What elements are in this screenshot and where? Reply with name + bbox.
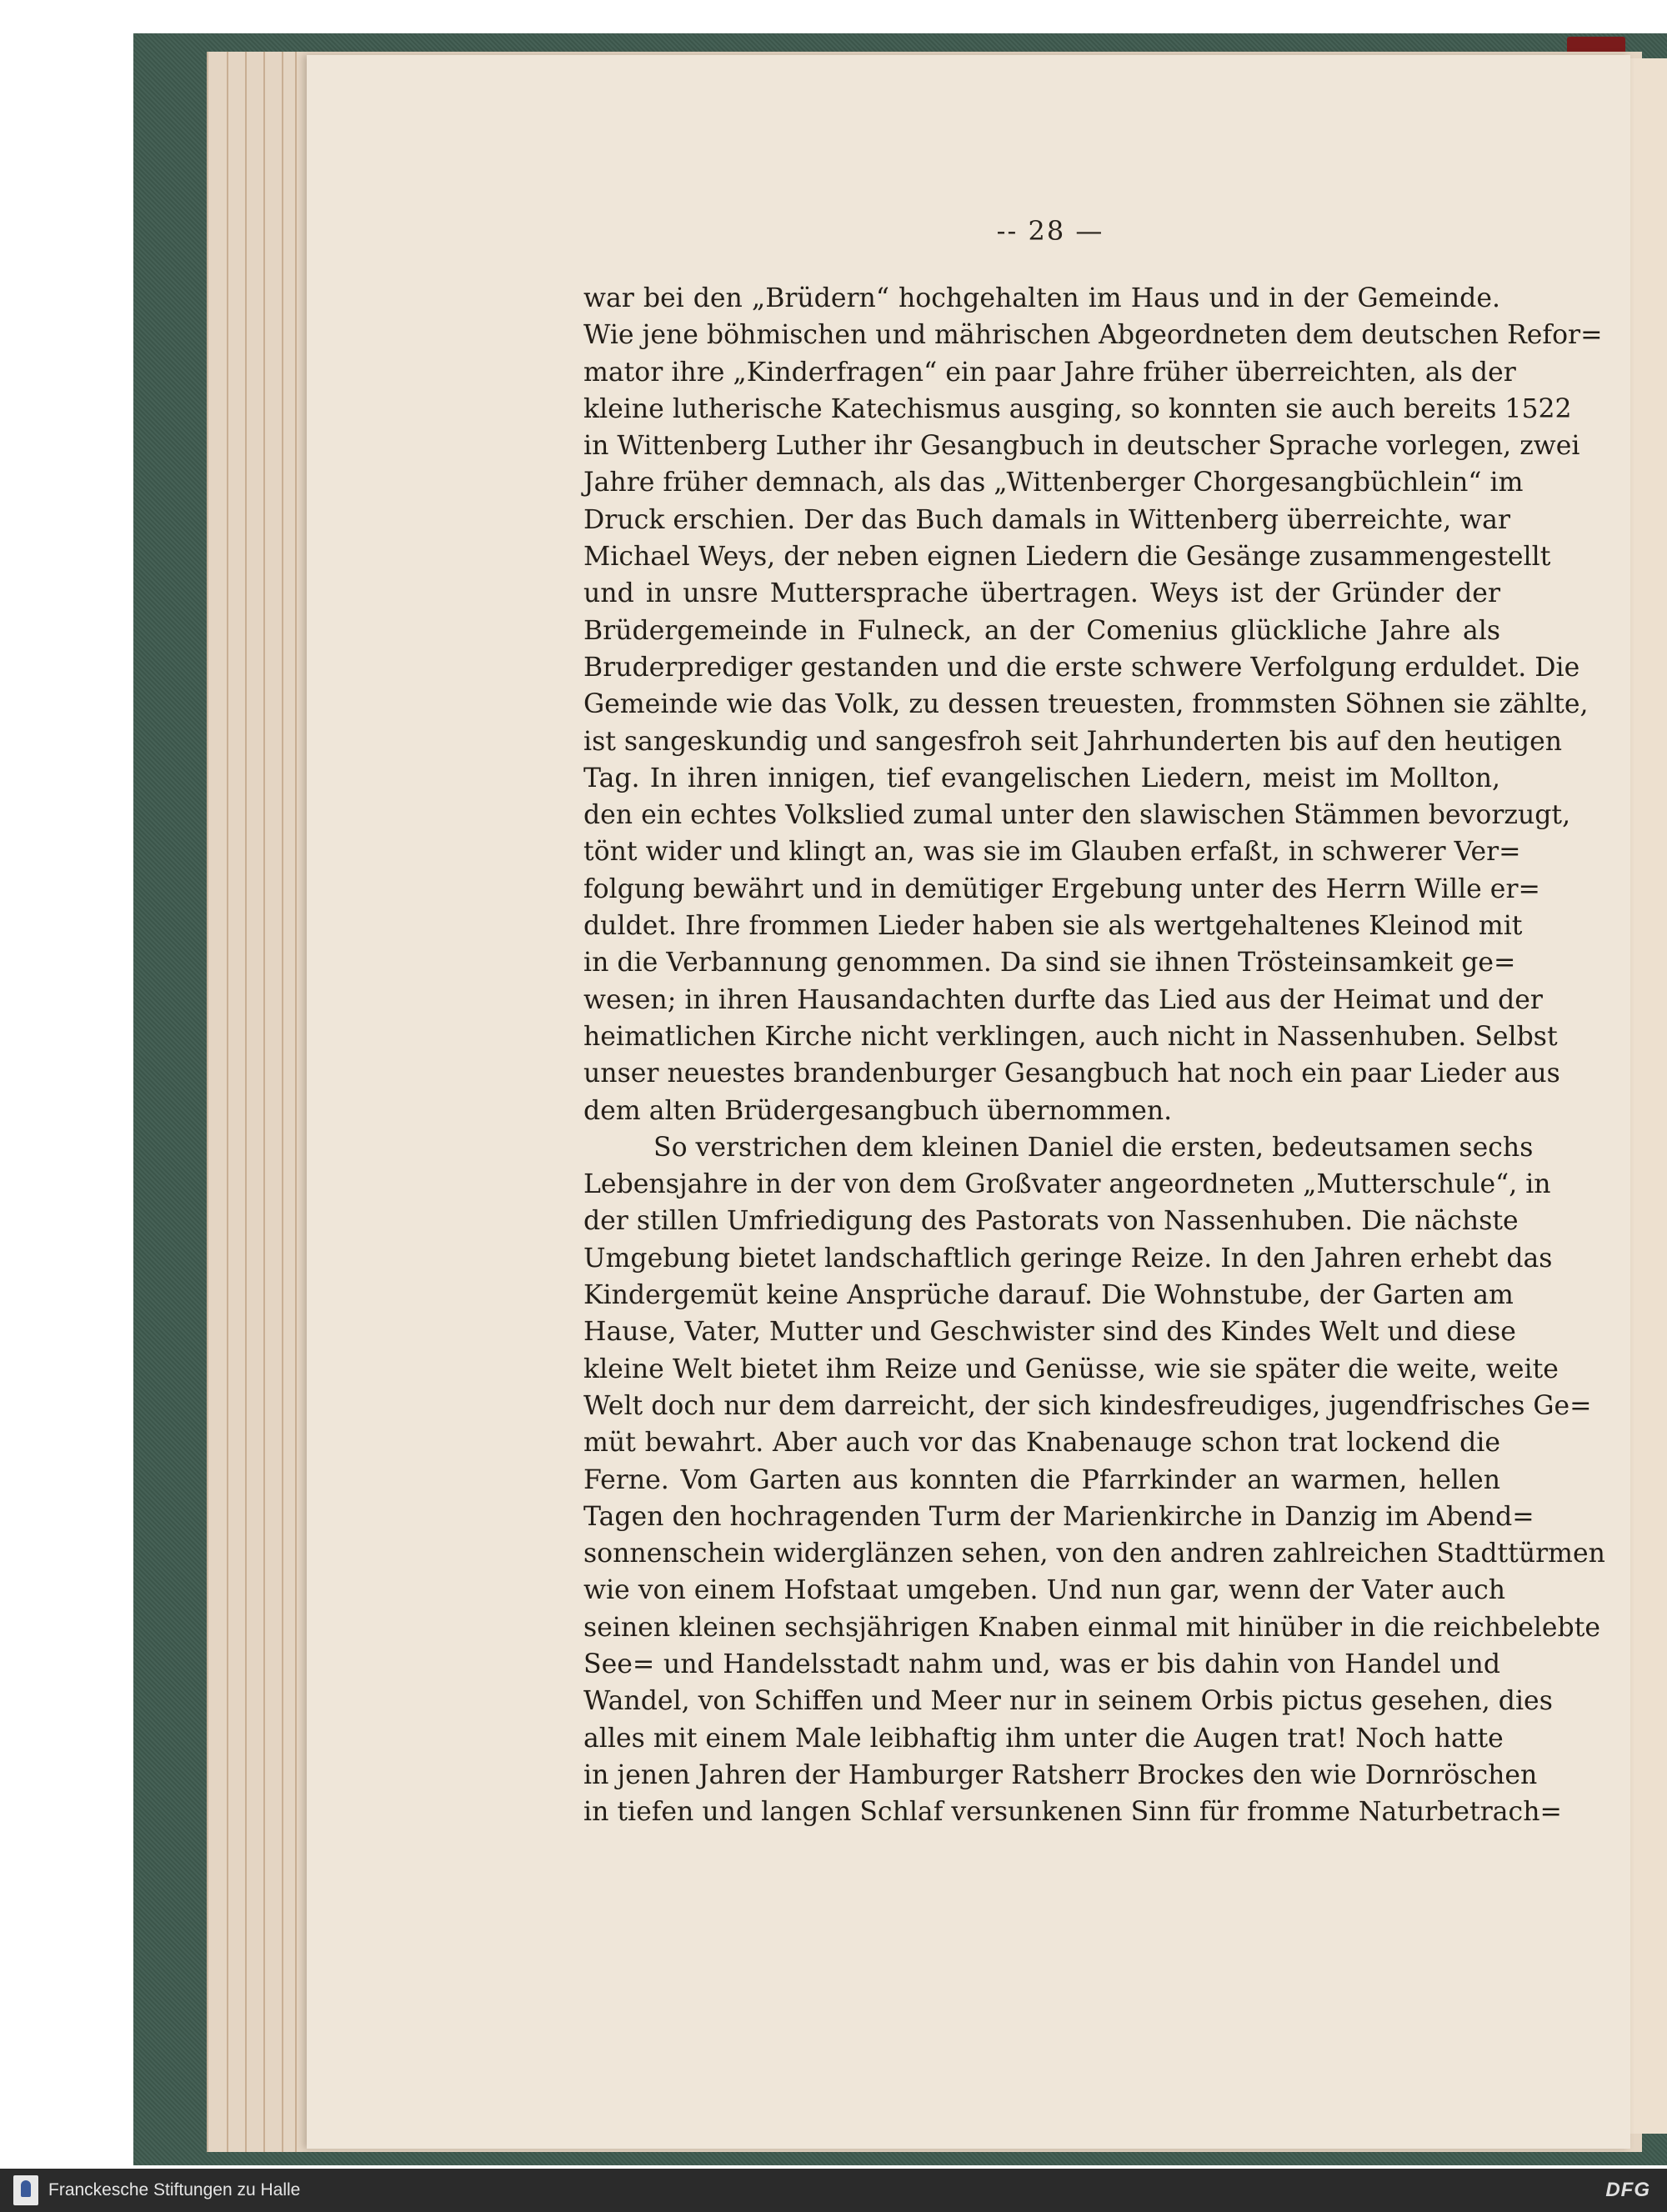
text-line: wie von einem Hofstaat umgeben. Und nun gar, wenn der Vater auch xyxy=(583,1575,1506,1606)
text-line: seinen kleinen sechsjährigen Knaben einmal mit hinüber in die reichbelebte xyxy=(583,1612,1601,1643)
text-line: der stillen Umfriedigung des Pastorats von Nassenhuben. Die nächste xyxy=(583,1206,1519,1237)
text-line: Kindergemüt keine Ansprüche darauf. Die Wohnstube, der Garten am xyxy=(583,1280,1514,1311)
text-line: duldet. Ihre frommen Lieder haben sie als wertgehaltenes Kleinod mit xyxy=(583,911,1523,942)
institution-label: Franckesche Stiftungen zu Halle xyxy=(48,2180,301,2199)
text-line: in tiefen und langen Schlaf versunkenen Sinn für fromme Naturbetrach= xyxy=(583,1797,1562,1828)
facing-page-edge xyxy=(1630,58,1667,2134)
text-line: alles mit einem Male leibhaftig ihm unter die Augen trat! Noch hatte xyxy=(583,1723,1504,1754)
text-line: Druck erschien. Der das Buch damals in Wittenberg überreichte, war xyxy=(583,504,1511,535)
institution-logo-icon xyxy=(13,2175,38,2205)
text-line: See= und Handelsstadt nahm und, was er bis dahin von Handel und xyxy=(583,1649,1500,1679)
text-line: folgung bewährt und in demütiger Ergebung unter des Herrn Wille er= xyxy=(583,873,1540,904)
text-line: kleine lutherische Katechismus ausging, so konnten sie auch bereits 1522 xyxy=(583,393,1572,424)
text-line: heimatlichen Kirche nicht verklingen, auch nicht in Nassenhuben. Selbst xyxy=(583,1021,1558,1052)
text-line: Ferne. Vom Garten aus konnten die Pfarrkinder an warmen, hellen xyxy=(583,1464,1500,1495)
text-line: Michael Weys, der neben eignen Liedern die Gesänge zusammengestellt xyxy=(583,542,1551,573)
text-line: ist sangeskundig und sangesfroh seit Jahrhunderten bis auf den heutigen xyxy=(583,726,1563,757)
text-line: Tag. In ihren innigen, tief evangelischen Liedern, meist im Mollton, xyxy=(583,763,1500,793)
text-line: Tagen den hochragenden Turm der Marienkirche in Danzig im Abend= xyxy=(583,1501,1534,1532)
text-line: unser neuestes brandenburger Gesangbuch hat noch ein paar Lieder aus xyxy=(583,1058,1560,1089)
text-line: wesen; in ihren Hausandachten durfte das Lied aus der Heimat und der xyxy=(583,984,1543,1015)
text-line: Jahre früher demnach, als das „Wittenberger Chorgesangbüchlein“ im xyxy=(583,468,1524,498)
text-line: mator ihre „Kinderfragen“ ein paar Jahre früher überreichten, als der xyxy=(583,357,1516,388)
dfg-logo: DFG xyxy=(1605,2179,1650,2201)
text-line: Umgebung bietet landschaftlich geringe Reize. In den Jahren erhebt das xyxy=(583,1243,1553,1274)
text-line: Gemeinde wie das Volk, zu dessen treuesten, frommsten Söhnen sie zählte, xyxy=(583,689,1589,720)
text-line: und in unsre Muttersprache übertragen. Weys ist der Gründer der xyxy=(583,578,1500,609)
viewer-footer xyxy=(0,2169,1667,2212)
text-line: dem alten Brüdergesangbuch übernommen. xyxy=(583,1095,1173,1126)
text-line: Lebensjahre in der von dem Großvater angeordneten „Mutterschule“, in xyxy=(583,1169,1551,1200)
text-line: war bei den „Brüdern“ hochgehalten im Haus und in der Gemeinde. xyxy=(583,283,1500,313)
text-line: müt bewahrt. Aber auch vor das Knabenauge schon trat lockend die xyxy=(583,1428,1500,1459)
text-line: in jenen Jahren der Hamburger Ratsherr Brockes den wie Dornröschen xyxy=(583,1759,1538,1790)
text-line: in Wittenberg Luther ihr Gesangbuch in deutscher Sprache vorlegen, zwei xyxy=(583,431,1580,462)
text-line: tönt wider und klingt an, was sie im Glauben erfaßt, in schwerer Ver= xyxy=(583,837,1521,868)
text-line: den ein echtes Volkslied zumal unter den slawischen Stämmen bevorzugt, xyxy=(583,800,1571,831)
text-line: Wandel, von Schiffen und Meer nur in seinem Orbis pictus gesehen, dies xyxy=(583,1686,1553,1717)
page-number: -- 28 — xyxy=(996,215,1104,247)
text-line: Brüdergemeinde in Fulneck, an der Comenius glückliche Jahre als xyxy=(583,615,1500,646)
text-line: Bruderprediger gestanden und die erste schwere Verfolgung erduldet. Die xyxy=(583,652,1580,683)
text-line: Welt doch nur dem darreicht, der sich kindesfreudiges, jugendfrisches Ge= xyxy=(583,1390,1592,1421)
text-line: sonnenschein widerglänzen sehen, von den andren zahlreichen Stadttürmen xyxy=(583,1539,1605,1569)
body-text xyxy=(583,280,1605,1830)
text-line: Wie jene böhmischen und mährischen Abgeordneten dem deutschen Refor= xyxy=(583,320,1603,351)
text-line: kleine Welt bietet ihm Reize und Genüsse, wie sie später die weite, weite xyxy=(583,1354,1559,1384)
text-line: in die Verbannung genommen. Da sind sie ihnen Trösteinsamkeit ge= xyxy=(583,948,1516,978)
text-line: Hause, Vater, Mutter und Geschwister sind des Kindes Welt und diese xyxy=(583,1317,1516,1348)
text-line: So verstrichen dem kleinen Daniel die ersten, bedeutsamen sechs xyxy=(653,1132,1534,1163)
